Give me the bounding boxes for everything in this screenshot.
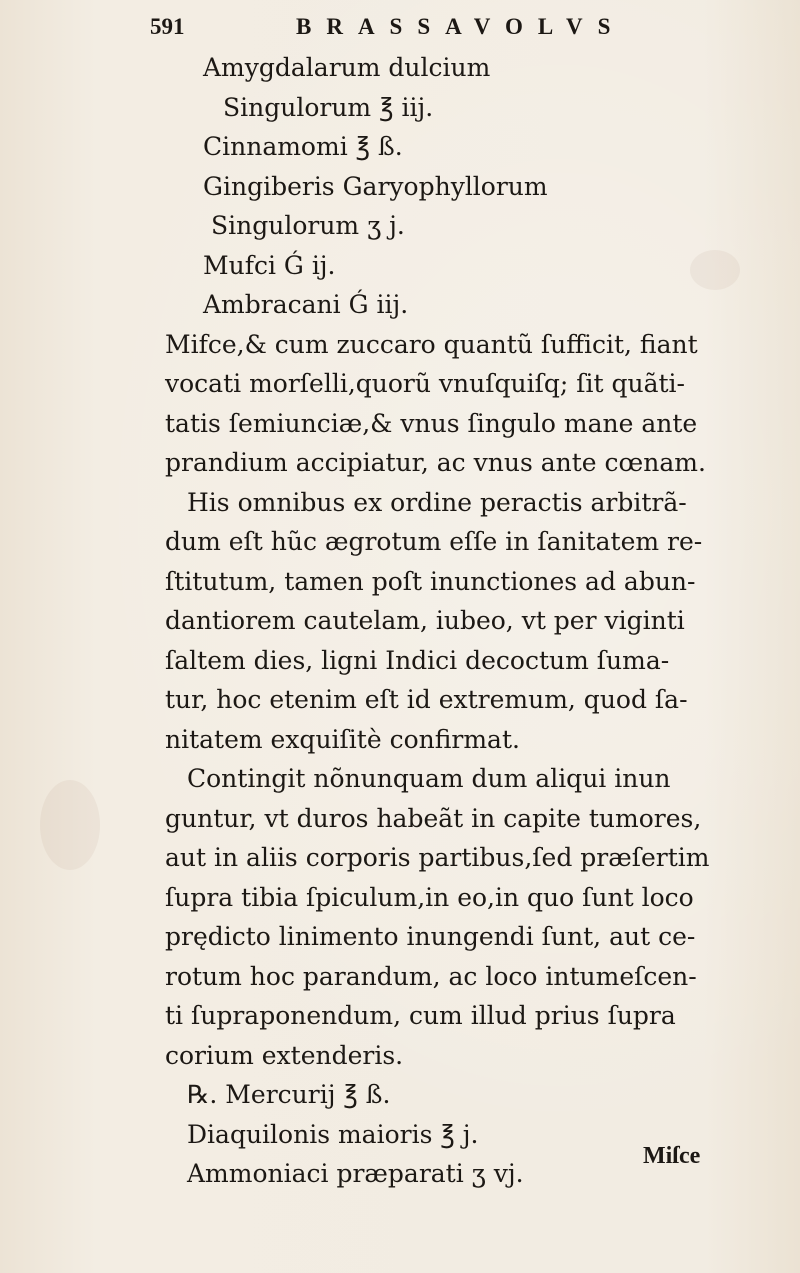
text-line: aut in aliis corporis partibus,ſed præſertim [165, 843, 710, 872]
text-line: Gingiberis Garyophyllorum [203, 171, 548, 201]
text-line: ti ſupraponendum, cum illud prius ſupra [165, 1001, 676, 1030]
text-line: Contingit nõnunquam dum aliqui inun [187, 764, 671, 793]
text-line: Diaquilonis maioris ℥ j. [187, 1119, 479, 1149]
text-line: Amygdalarum dulcium [203, 53, 491, 82]
text-line: ſtitutum, tamen poſt inunctiones ad abun- [165, 566, 696, 596]
text-line: ſaltem dies, ligni Indici decoctum ſuma- [165, 645, 670, 675]
text-line: corium extenderis. [165, 1040, 404, 1070]
text-line: ℞. Mercurij ℥ ß. [187, 1080, 391, 1109]
text-line: Singulorum ℥ iij. [223, 92, 434, 122]
text-line: vocati morſelli,quorũ vnuſquiſq; ſit quãti- [165, 369, 685, 398]
text-line: His omnibus ex ordine peractis arbitrã- [187, 487, 687, 517]
text-line: ſupra tibia ſpiculum,in eo,in quo ſunt loco [165, 882, 694, 912]
text-line: dantiorem cautelam, iubeo, vt per viginti [165, 606, 685, 635]
text-line: prandium accipiatur, ac vnus ante cœnam. [165, 448, 706, 477]
text-line: Ammoniaci præparati ʒ vj. [187, 1159, 524, 1188]
text-line: tur, hoc etenim eſt id extremum, quod ſa- [165, 685, 688, 714]
text-line: Ambracani Ǵ iij. [203, 290, 409, 319]
paper-stain [40, 780, 100, 870]
running-title: BRASSAVOLVS [296, 14, 626, 39]
text-line: dum eſt hũc ægrotum eſſe in ſanitatem re- [165, 527, 703, 556]
text-line: tatis ſemiunciæ,& vnus ſingulo mane ante [165, 408, 698, 438]
text-line: nitatem exquiſitè confirmat. [165, 724, 520, 754]
page-number: 591 [150, 14, 185, 39]
body-text [165, 48, 725, 1194]
catchword: Miſce [643, 1143, 701, 1169]
text-line: guntur, vt duros habeãt in capite tumores, [165, 803, 702, 833]
text-line: Singulorum ʒ j. [211, 211, 405, 240]
text-line: Mifce,& cum zuccaro quantũ ſufficit, fiant [165, 329, 698, 359]
text-line: Mufci Ǵ ij. [203, 250, 336, 280]
text-line: rotum hoc parandum, ac loco intumeſcen- [165, 961, 697, 991]
text-line: prędicto linimento inungendi ſunt, aut ce- [165, 922, 696, 951]
text-line: Cinnamomi ℥ ß. [203, 132, 403, 161]
page-header [150, 14, 710, 44]
